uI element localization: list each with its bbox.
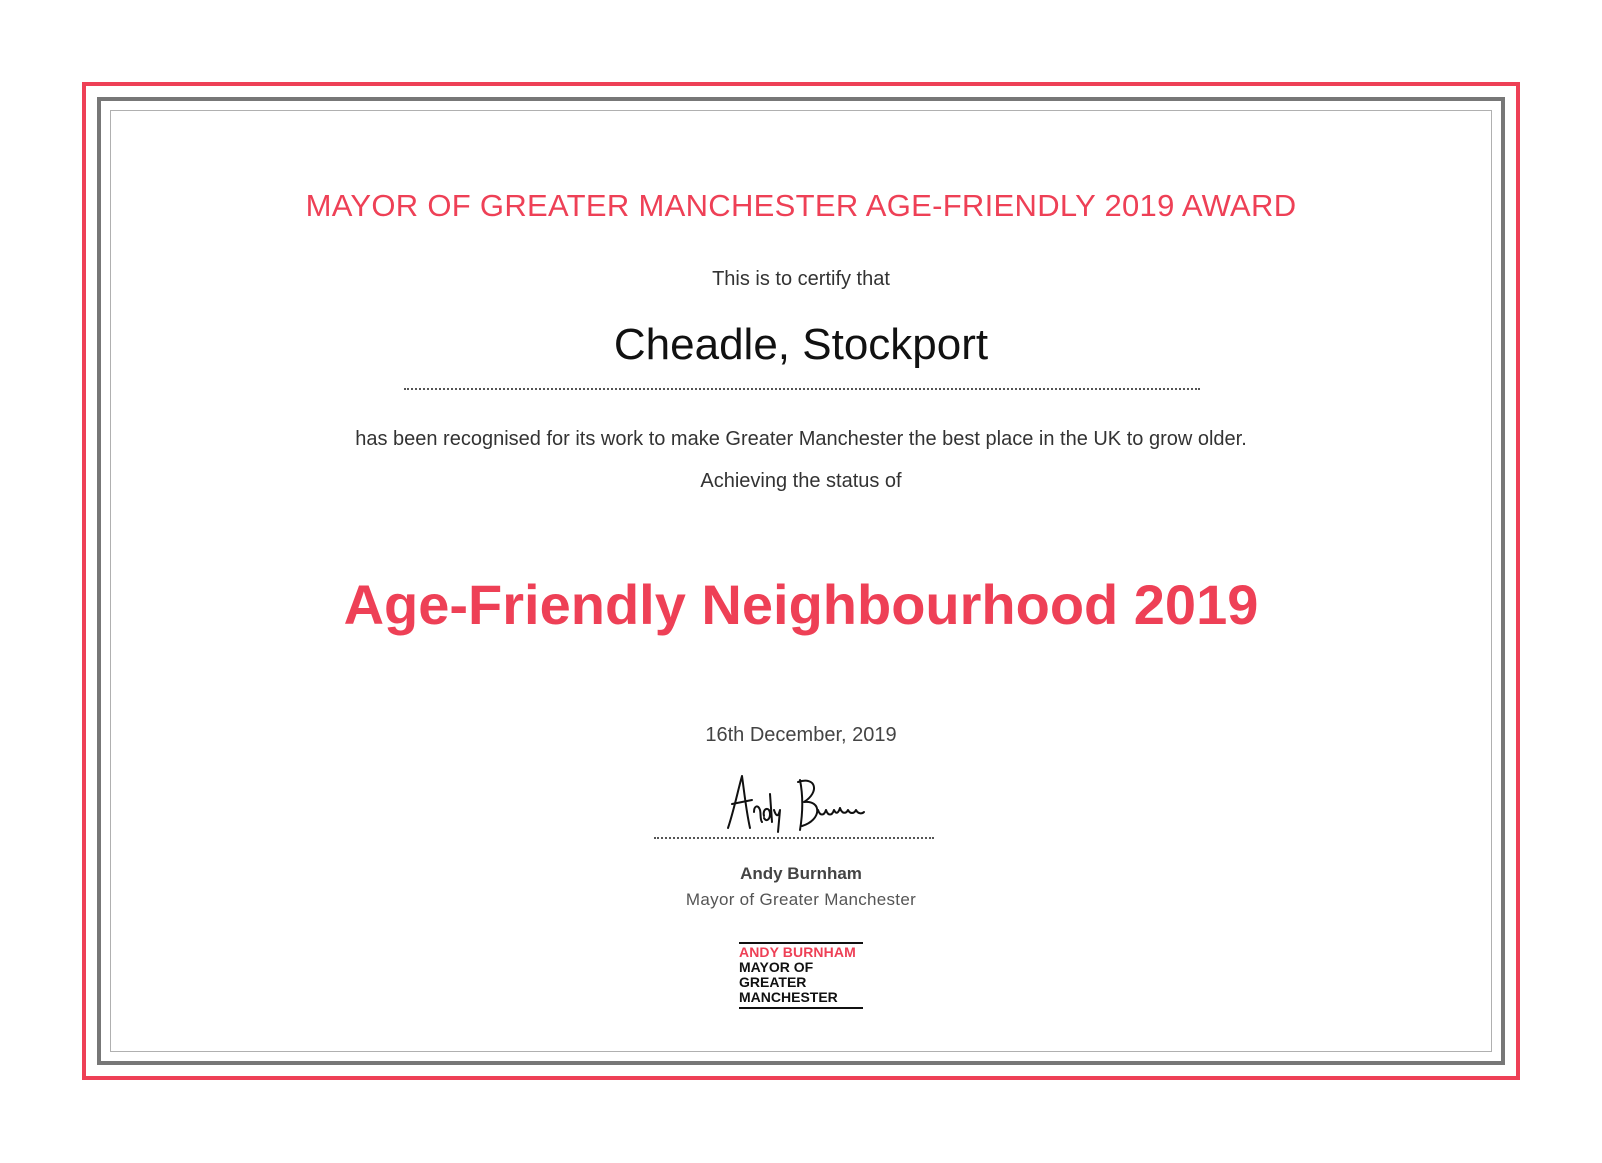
award-title: MAYOR OF GREATER MANCHESTER AGE-FRIENDLY 2019 AWARD [305, 188, 1297, 223]
logo-name: ANDY BURNHAM [739, 944, 856, 960]
mayor-logo [739, 942, 863, 1009]
logo-line-2: GREATER [739, 974, 807, 990]
logo-line-3: MANCHESTER [739, 989, 838, 1005]
signature-image [718, 770, 888, 840]
signer-role: Mayor of Greater Manchester [685, 890, 917, 909]
recipient-name: Cheadle, Stockport [613, 320, 989, 369]
logo-line-1: MAYOR OF [739, 959, 814, 975]
award-date: 16th December, 2019 [705, 724, 897, 746]
recipient-dotted-line [404, 388, 1200, 390]
logo-bottom-bar [739, 1007, 863, 1009]
signer-name: Andy Burnham [740, 864, 862, 883]
signature-dotted-line [654, 837, 934, 839]
certify-text: This is to certify that [712, 268, 890, 290]
recognition-text: has been recognised for its work to make Greater Manchester the best place in the UK to grow older. [355, 428, 1247, 450]
status-title: Age-Friendly Neighbourhood 2019 [343, 573, 1259, 636]
achieving-text: Achieving the status of [700, 470, 902, 492]
